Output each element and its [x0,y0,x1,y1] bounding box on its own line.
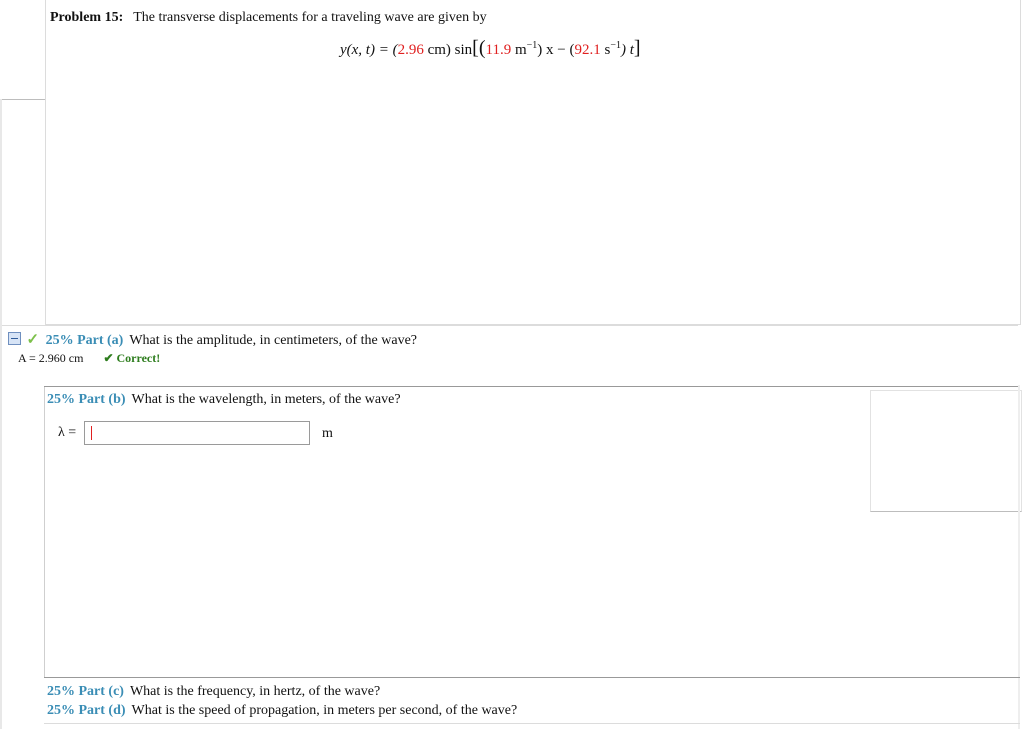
wavenumber-exp: −1 [526,40,538,51]
check-icon: ✓ [26,332,40,348]
part-c-percent: 25% [47,684,75,699]
correct-badge: ✔ Correct! [103,351,161,365]
x-term: ) x − ( [537,42,575,58]
wave-equation [340,37,641,59]
equation-lhs: y(x, t) = ( [340,42,398,58]
part-a-header [8,330,417,349]
part-a-question: What is the amplitude, in centimeters, of the wave? [129,333,418,348]
part-a-answer: A = 2.960 cm [18,351,84,365]
wavenumber-unit: m [511,42,527,58]
problem-text: The transverse displacements for a traveling wave are given by [133,10,487,25]
part-a-answer-row [18,351,160,366]
part-a-percent: 25% [45,333,74,348]
side-panel [870,390,1022,512]
wavenumber-value: 11.9 [485,42,512,58]
problem-statement [50,10,487,26]
part-c-title[interactable] [47,684,124,699]
divider [44,677,1020,678]
omega-value: 92.1 [574,42,601,58]
amplitude-unit: cm) sin [423,42,473,58]
bracket-close: ] [633,37,641,59]
t-term: ) t [620,42,634,58]
part-b-question: What is the wavelength, in meters, of the wave? [131,392,401,407]
part-d-title[interactable] [47,703,126,718]
part-b-percent: 25% [47,392,75,407]
bottom-rule [44,723,1020,724]
part-b-title[interactable] [47,392,126,407]
text-caret [91,426,92,440]
part-c-header [47,684,380,700]
part-d-question: What is the speed of propagation, in meters per second, of the wave? [131,703,518,718]
part-c-question: What is the frequency, in hertz, of the wave? [129,684,381,699]
part-a-title[interactable] [46,333,124,348]
part-a-label: Part (a) [77,333,124,348]
left-rule [0,99,2,729]
part-d-percent: 25% [47,703,75,718]
part-c-label: Part (c) [78,684,124,699]
wavelength-unit: m [322,426,333,441]
part-d-label: Part (d) [78,703,126,718]
problem-label: Problem 15: [50,10,124,25]
omega-unit: s [600,42,611,58]
part-b-header [47,392,401,408]
omega-exp: −1 [610,40,621,51]
wavelength-input[interactable] [84,421,310,445]
amplitude-value: 2.96 [397,42,424,58]
bracket-open: [( [472,37,486,59]
collapse-icon[interactable] [8,332,21,345]
wavelength-input-label: λ = [58,425,77,440]
part-d-header [47,703,517,719]
left-panel [0,0,45,100]
part-b-label: Part (b) [78,392,126,407]
